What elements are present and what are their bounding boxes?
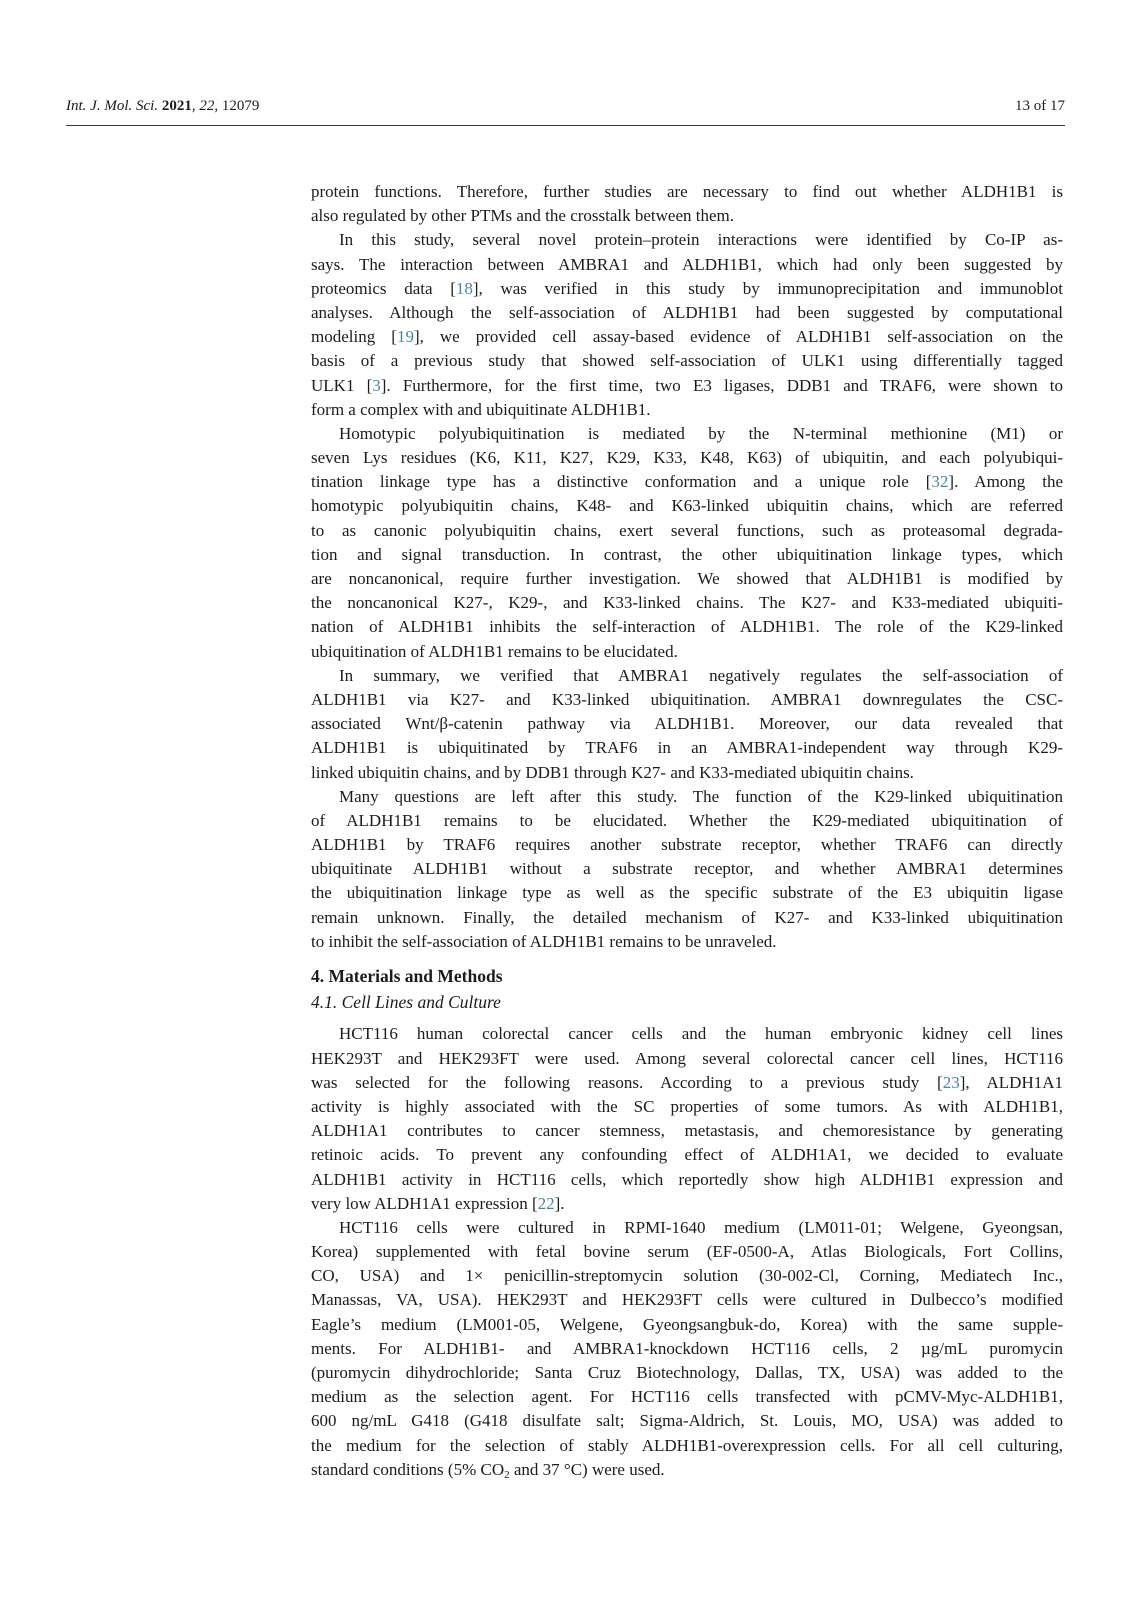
text-line <box>311 1434 1063 1458</box>
text-run: also regulated by other PTMs and the crosstalk between them. <box>311 206 734 226</box>
text-run: ]. Among the <box>948 472 1063 492</box>
text-run: homotypic polyubiquitin chains, K48- and K63-linked ubiquitin chains, which are referred <box>311 496 1063 516</box>
text-run: of ALDH1B1 remains to be elucidated. Whether the K29-mediated ubiquitination of <box>311 810 1063 830</box>
text-run: Korea) supplemented with fetal bovine serum (EF-0500-A, Atlas Biologicals, Fort Collins, <box>311 1242 1063 1262</box>
text-line <box>311 881 1063 905</box>
citation-link[interactable]: 22 <box>537 1193 555 1213</box>
text-line <box>311 1337 1063 1361</box>
text-line <box>311 664 1063 688</box>
text-run: ULK1 [ <box>311 375 373 395</box>
text-run: are noncanonical, require further investigation. We showed that ALDH1B1 is modified by <box>311 569 1063 588</box>
text-run: linked ubiquitin chains, and by DDB1 through K27- and K33-mediated ubiquitin chains. <box>311 762 914 782</box>
text-line <box>311 1168 1063 1192</box>
text-line <box>311 519 1063 543</box>
text-line <box>311 1143 1063 1167</box>
text-run: to inhibit the self-association of ALDH1B1 remains to be unraveled. <box>311 931 777 951</box>
text-line <box>311 1409 1063 1433</box>
text-run: basis of a previous study that showed self-association of ULK1 using differentially tagged <box>311 351 1063 371</box>
text-run: ments. For ALDH1B1- and AMBRA1-knockdown HCT116 cells, 2 µg/mL puromycin <box>311 1338 1063 1358</box>
text-run: analyses. Although the self-association of ALDH1B1 had been suggested by computational <box>311 302 1063 322</box>
text-line <box>311 1047 1063 1071</box>
paragraph-study-interactions <box>311 228 1063 422</box>
citation-link[interactable]: 18 <box>455 278 473 298</box>
text-line <box>311 1022 1063 1046</box>
text-run: to as canonic polyubiquitin chains, exert several functions, such as proteasomal degrada- <box>311 520 1063 540</box>
text-run: the noncanonical K27-, K29-, and K33-linked chains. The K27- and K33-mediated ubiquiti- <box>311 593 1063 613</box>
text-run: very low ALDH1A1 expression [ <box>311 1193 538 1213</box>
header-rule <box>66 125 1065 126</box>
text-line <box>311 567 1063 591</box>
text-line <box>311 446 1063 470</box>
text-run: ALDH1B1 by TRAF6 requires another substrate receptor, whether TRAF6 can directly <box>311 835 1063 855</box>
paragraph-cell-lines <box>311 1022 1063 1216</box>
text-line <box>311 591 1063 615</box>
text-run: ], we provided cell assay-based evidence of ALDH1B1 self-association on the <box>413 327 1063 347</box>
text-line <box>311 204 1063 228</box>
text-line <box>311 640 1063 664</box>
text-run: ], was verified in this study by immunoprecipitation and immunoblot <box>472 278 1063 298</box>
text-run: In summary, we verified that AMBRA1 negatively regulates the self-association of <box>339 665 1063 685</box>
text-run: ubiquitination of ALDH1B1 remains to be elucidated. <box>311 641 678 661</box>
text-line <box>311 785 1063 809</box>
text-run: In this study, several novel protein–protein interactions were identified by Co-IP as- <box>339 230 1063 250</box>
text-run: 600 ng/mL G418 (G418 disulfate salt; Sigma-Aldrich, St. Louis, MO, USA) was added to <box>311 1411 1063 1431</box>
text-line <box>311 1264 1063 1288</box>
text-run: ALDH1A1 contributes to cancer stemness, metastasis, and chemoresistance by generating <box>311 1121 1063 1141</box>
text-run: HEK293T and HEK293FT were used. Among several colorectal cancer cell lines, HCT116 <box>311 1048 1063 1068</box>
text-run: (puromycin dihydrochloride; Santa Cruz Biotechnology, Dallas, TX, USA) was added to the <box>311 1363 1063 1383</box>
text-run: modeling [ <box>311 327 397 347</box>
subsection-heading-cell-lines: 4.1. Cell Lines and Culture <box>311 992 501 1013</box>
text-run: Eagle’s medium (LM001-05, Welgene, Gyeongsangbuk-do, Korea) with the same supple- <box>311 1314 1063 1334</box>
text-run: Homotypic polyubiquitination is mediated by the N-terminal methionine (M1) or <box>339 423 1063 443</box>
paragraph-polyubiquitination <box>311 422 1063 664</box>
text-run: protein functions. Therefore, further studies are necessary to find out whether ALDH1B1 is <box>311 182 1063 201</box>
text-run: tion and signal transduction. In contrast, the other ubiquitination linkage types, which <box>311 544 1063 564</box>
text-run: was selected for the following reasons. According to a previous study [ <box>311 1072 943 1092</box>
paragraph-open-questions <box>311 785 1063 954</box>
text-run: seven Lys residues (K6, K11, K27, K29, K33, K48, K63) of ubiquitin, and each polyubiqui- <box>311 448 1063 468</box>
text-line <box>311 1288 1063 1312</box>
text-run: ], ALDH1A1 <box>959 1072 1063 1092</box>
text-line <box>311 906 1063 930</box>
text-line <box>311 1240 1063 1264</box>
text-line <box>311 180 1063 204</box>
subscript-text: 2 <box>504 1468 510 1481</box>
section-heading-materials-methods: 4. Materials and Methods <box>311 966 503 986</box>
text-line <box>311 1458 1063 1482</box>
text-line <box>311 374 1063 398</box>
paragraph-culture-conditions <box>311 1216 1063 1482</box>
text-line <box>311 615 1063 639</box>
text-run: says. The interaction between AMBRA1 and ALDH1B1, which had only been suggested by <box>311 254 1063 274</box>
text-run: tination linkage type has a distinctive conformation and a unique role [ <box>311 472 932 492</box>
page-number-label: 13 of 17 <box>1015 98 1065 114</box>
journal-year: 2021 <box>158 98 192 114</box>
text-run: HCT116 cells were cultured in RPMI-1640 medium (LM011-01; Welgene, Gyeongsan, <box>339 1217 1063 1237</box>
text-line <box>311 712 1063 736</box>
text-run: Many questions are left after this study. The function of the K29-linked ubiquitination <box>339 786 1063 806</box>
text-line <box>311 930 1063 954</box>
text-line <box>311 1071 1063 1095</box>
text-line <box>311 1216 1063 1240</box>
text-line <box>311 761 1063 785</box>
citation-link[interactable]: 3 <box>372 375 381 395</box>
text-line <box>311 1192 1063 1216</box>
text-run: ALDH1B1 via K27- and K33-linked ubiquitination. AMBRA1 downregulates the CSC- <box>311 689 1063 709</box>
text-line <box>311 349 1063 373</box>
text-line <box>311 228 1063 252</box>
text-run: ALDH1B1 is ubiquitinated by TRAF6 in an AMBRA1-independent way through K29- <box>311 738 1063 758</box>
text-line <box>311 736 1063 760</box>
text-line <box>311 277 1063 301</box>
text-run: medium as the selection agent. For HCT116 cells transfected with pCMV-Myc-ALDH1B1, <box>311 1387 1063 1407</box>
text-run: HCT116 human colorectal cancer cells and the human embryonic kidney cell lines <box>339 1024 1063 1044</box>
text-line <box>311 494 1063 518</box>
text-run: ALDH1B1 activity in HCT116 cells, which reportedly show high ALDH1B1 expression and <box>311 1169 1063 1189</box>
paragraph-discussion-ptm <box>311 180 1063 228</box>
text-line <box>311 325 1063 349</box>
text-line <box>311 1095 1063 1119</box>
text-run: CO, USA) and 1× penicillin-streptomycin solution (30-002-Cl, Corning, Mediatech Inc., <box>311 1266 1063 1286</box>
paragraph-summary <box>311 664 1063 785</box>
text-line <box>311 688 1063 712</box>
journal-citation <box>66 97 259 115</box>
text-run: standard conditions (5% CO <box>311 1459 505 1479</box>
text-run: ]. <box>554 1193 565 1213</box>
text-run: remain unknown. Finally, the detailed mechanism of K27- and K33-linked ubiquitination <box>311 907 1063 927</box>
journal-article-number: , 12079 <box>214 98 260 114</box>
text-run: the medium for the selection of stably ALDH1B1-overexpression cells. For all cell culturing, <box>311 1435 1063 1455</box>
text-line <box>311 422 1063 446</box>
text-line <box>311 1361 1063 1385</box>
text-run: form a complex with and ubiquitinate ALDH1B1. <box>311 399 651 419</box>
text-run: ubiquitinate ALDH1B1 without a substrate receptor, and whether AMBRA1 determines <box>311 859 1063 879</box>
citation-link[interactable]: 32 <box>931 472 949 492</box>
text-run: associated Wnt/β-catenin pathway via ALDH1B1. Moreover, our data revealed that <box>311 714 1063 734</box>
text-run: activity is highly associated with the SC properties of some tumors. As with ALDH1B1, <box>311 1096 1063 1116</box>
text-run: ]. Furthermore, for the first time, two E3 ligases, DDB1 and TRAF6, were shown to <box>380 375 1063 395</box>
text-line <box>311 857 1063 881</box>
journal-sep: , <box>191 98 200 114</box>
text-run: retinoic acids. To prevent any confounding effect of ALDH1A1, we decided to evaluate <box>311 1145 1063 1165</box>
text-run: nation of ALDH1B1 inhibits the self-interaction of ALDH1B1. The role of the K29-linked <box>311 617 1063 637</box>
text-run: Manassas, VA, USA). HEK293T and HEK293FT cells were cultured in Dulbecco’s modified <box>311 1290 1063 1310</box>
text-line <box>311 543 1063 567</box>
text-line <box>311 809 1063 833</box>
citation-link[interactable]: 19 <box>396 327 414 347</box>
text-line <box>311 833 1063 857</box>
text-line <box>311 253 1063 277</box>
text-line <box>311 1385 1063 1409</box>
text-line <box>311 398 1063 422</box>
running-head <box>66 97 1065 115</box>
article-body <box>311 180 1063 1482</box>
text-line <box>311 1119 1063 1143</box>
text-run: the ubiquitination linkage type as well as the specific substrate of the E3 ubiquitin ligase <box>311 883 1063 903</box>
text-run: and 37 °C) were used. <box>509 1459 665 1479</box>
text-line <box>311 301 1063 325</box>
text-run: proteomics data [ <box>311 278 456 298</box>
citation-link[interactable]: 23 <box>942 1072 960 1092</box>
text-line <box>311 470 1063 494</box>
journal-name: Int. J. Mol. Sci. <box>66 98 159 114</box>
text-line <box>311 1313 1063 1337</box>
journal-volume: 22 <box>199 98 215 114</box>
